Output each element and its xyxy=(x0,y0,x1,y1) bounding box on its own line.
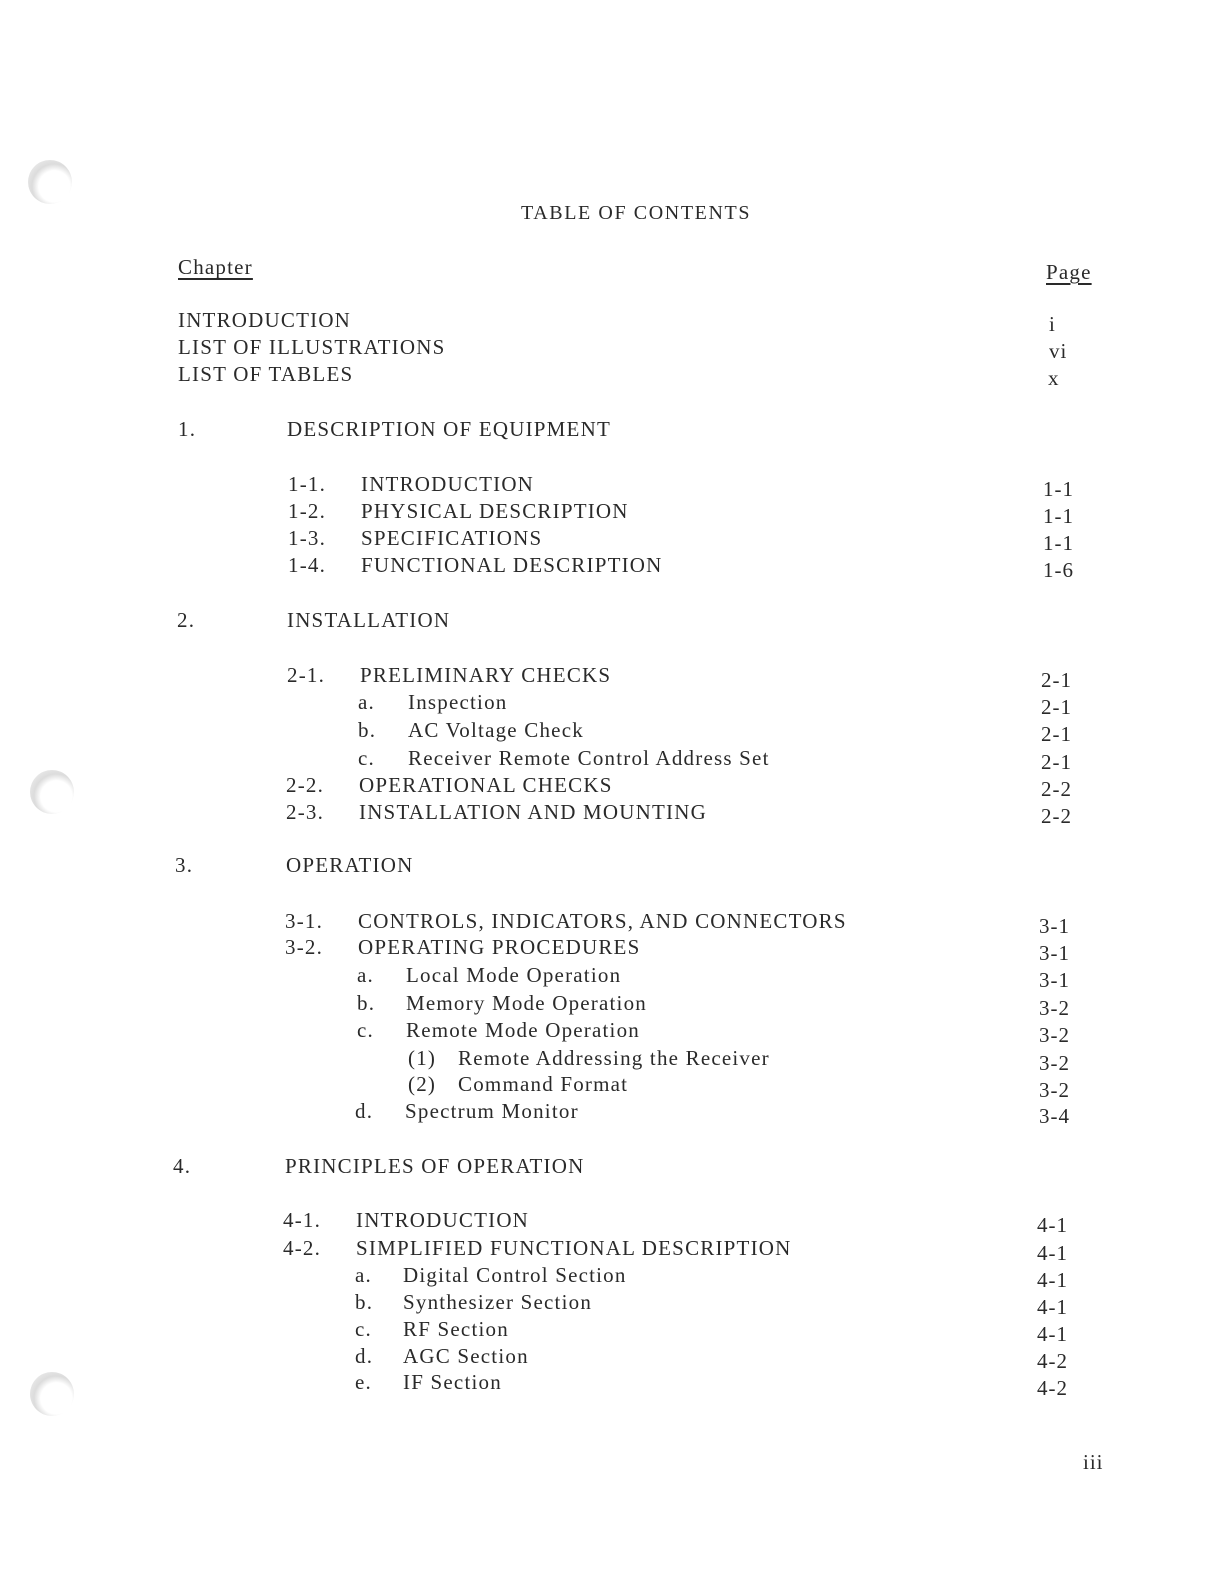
toc-label: INTRODUCTION xyxy=(356,1208,530,1232)
toc-label: Memory Mode Operation xyxy=(406,991,647,1015)
toc-num: c. xyxy=(357,1018,374,1042)
toc-num: d. xyxy=(355,1099,374,1123)
toc-page: 4-2 xyxy=(1037,1376,1068,1400)
toc-label: OPERATIONAL CHECKS xyxy=(359,773,613,797)
toc-num: 3-1. xyxy=(285,909,324,933)
toc-page: 3-1 xyxy=(1039,914,1070,938)
punch-hole-top xyxy=(28,160,72,204)
toc-page: 4-2 xyxy=(1037,1349,1068,1373)
toc-label: Digital Control Section xyxy=(403,1263,627,1287)
toc-num: 2-2. xyxy=(286,773,325,797)
toc-label: CONTROLS, INDICATORS, AND CONNECTORS xyxy=(358,909,847,933)
chapter-number: 4. xyxy=(173,1154,192,1178)
toc-label: Receiver Remote Control Address Set xyxy=(408,746,770,770)
toc-num: d. xyxy=(355,1344,374,1368)
toc-num: a. xyxy=(358,690,375,714)
toc-label: OPERATING PROCEDURES xyxy=(358,935,641,959)
toc-label: IF Section xyxy=(403,1370,502,1394)
toc-label: Remote Addressing the Receiver xyxy=(458,1046,770,1070)
toc-page: 3-1 xyxy=(1039,941,1070,965)
chapter-title: DESCRIPTION OF EQUIPMENT xyxy=(287,417,611,441)
toc-num: a. xyxy=(357,963,374,987)
toc-num: 1-4. xyxy=(288,553,327,577)
toc-page: 2-1 xyxy=(1041,695,1072,719)
toc-page: 3-2 xyxy=(1039,1023,1070,1047)
toc-num: b. xyxy=(357,991,376,1015)
toc-page: 2-2 xyxy=(1041,777,1072,801)
chapter-title: INSTALLATION xyxy=(287,608,451,632)
chapter-number: 2. xyxy=(177,608,196,632)
toc-label: FUNCTIONAL DESCRIPTION xyxy=(361,553,663,577)
toc-page: 2-1 xyxy=(1041,722,1072,746)
toc-page: i xyxy=(1049,312,1056,336)
punch-hole-middle xyxy=(30,770,74,814)
toc-label: AC Voltage Check xyxy=(408,718,584,742)
toc-label: Spectrum Monitor xyxy=(405,1099,579,1123)
chapter-title: PRINCIPLES OF OPERATION xyxy=(285,1154,585,1178)
toc-page: 3-2 xyxy=(1039,996,1070,1020)
toc-label: Command Format xyxy=(458,1072,629,1096)
toc-page: 4-1 xyxy=(1037,1213,1068,1237)
toc-label: AGC Section xyxy=(403,1344,529,1368)
toc-page: 2-1 xyxy=(1041,668,1072,692)
toc-num: e. xyxy=(355,1370,372,1394)
toc-label: INSTALLATION AND MOUNTING xyxy=(359,800,707,824)
toc-num: 1-2. xyxy=(288,499,327,523)
toc-page: 1-1 xyxy=(1043,477,1074,501)
toc-page: 4-1 xyxy=(1037,1241,1068,1265)
toc-label: PRELIMINARY CHECKS xyxy=(360,663,612,687)
toc-page: 3-4 xyxy=(1039,1104,1070,1128)
toc-label: LIST OF TABLES xyxy=(178,362,354,386)
toc-num: 2-3. xyxy=(286,800,325,824)
toc-page: 1-1 xyxy=(1043,531,1074,555)
toc-num: b. xyxy=(358,718,377,742)
toc-page: 4-1 xyxy=(1037,1268,1068,1292)
toc-page: x xyxy=(1048,366,1060,390)
toc-label: Remote Mode Operation xyxy=(406,1018,640,1042)
toc-num: 4-1. xyxy=(283,1208,322,1232)
punch-hole-bottom xyxy=(30,1372,74,1416)
toc-page: 1-6 xyxy=(1043,558,1074,582)
toc-num: 1-1. xyxy=(288,472,327,496)
toc-page: 4-1 xyxy=(1037,1322,1068,1346)
toc-page: 1-1 xyxy=(1043,504,1074,528)
toc-label: LIST OF ILLUSTRATIONS xyxy=(178,335,446,359)
toc-num: 2-1. xyxy=(287,663,326,687)
page-number: iii xyxy=(1083,1450,1104,1474)
page-column-header: Page xyxy=(1046,260,1092,284)
chapter-title: OPERATION xyxy=(286,853,414,877)
toc-label: SPECIFICATIONS xyxy=(361,526,543,550)
toc-num: c. xyxy=(355,1317,372,1341)
toc-page: 2-2 xyxy=(1041,804,1072,828)
toc-page: 2-1 xyxy=(1041,750,1072,774)
toc-label: SIMPLIFIED FUNCTIONAL DESCRIPTION xyxy=(356,1236,792,1260)
toc-num: 4-2. xyxy=(283,1236,322,1260)
toc-num: (2) xyxy=(408,1072,437,1096)
chapter-number: 1. xyxy=(178,417,197,441)
toc-page: 3-1 xyxy=(1039,968,1070,992)
chapter-column-header: Chapter xyxy=(178,255,253,279)
toc-label: Synthesizer Section xyxy=(403,1290,593,1314)
toc-page: 3-2 xyxy=(1039,1051,1070,1075)
toc-label: INTRODUCTION xyxy=(178,308,352,332)
toc-label: INTRODUCTION xyxy=(361,472,535,496)
toc-label: RF Section xyxy=(403,1317,509,1341)
toc-num: a. xyxy=(355,1263,372,1287)
toc-num: 1-3. xyxy=(288,526,327,550)
toc-page: vi xyxy=(1049,339,1068,363)
toc-num: c. xyxy=(358,746,375,770)
toc-page: 3-2 xyxy=(1039,1078,1070,1102)
page-title: TABLE OF CONTENTS xyxy=(521,202,752,224)
toc-label: Local Mode Operation xyxy=(406,963,622,987)
toc-label: PHYSICAL DESCRIPTION xyxy=(361,499,629,523)
toc-num: b. xyxy=(355,1290,374,1314)
chapter-number: 3. xyxy=(175,853,194,877)
toc-num: (1) xyxy=(408,1046,437,1070)
toc-label: Inspection xyxy=(408,690,508,714)
toc-page: 4-1 xyxy=(1037,1295,1068,1319)
toc-num: 3-2. xyxy=(285,935,324,959)
